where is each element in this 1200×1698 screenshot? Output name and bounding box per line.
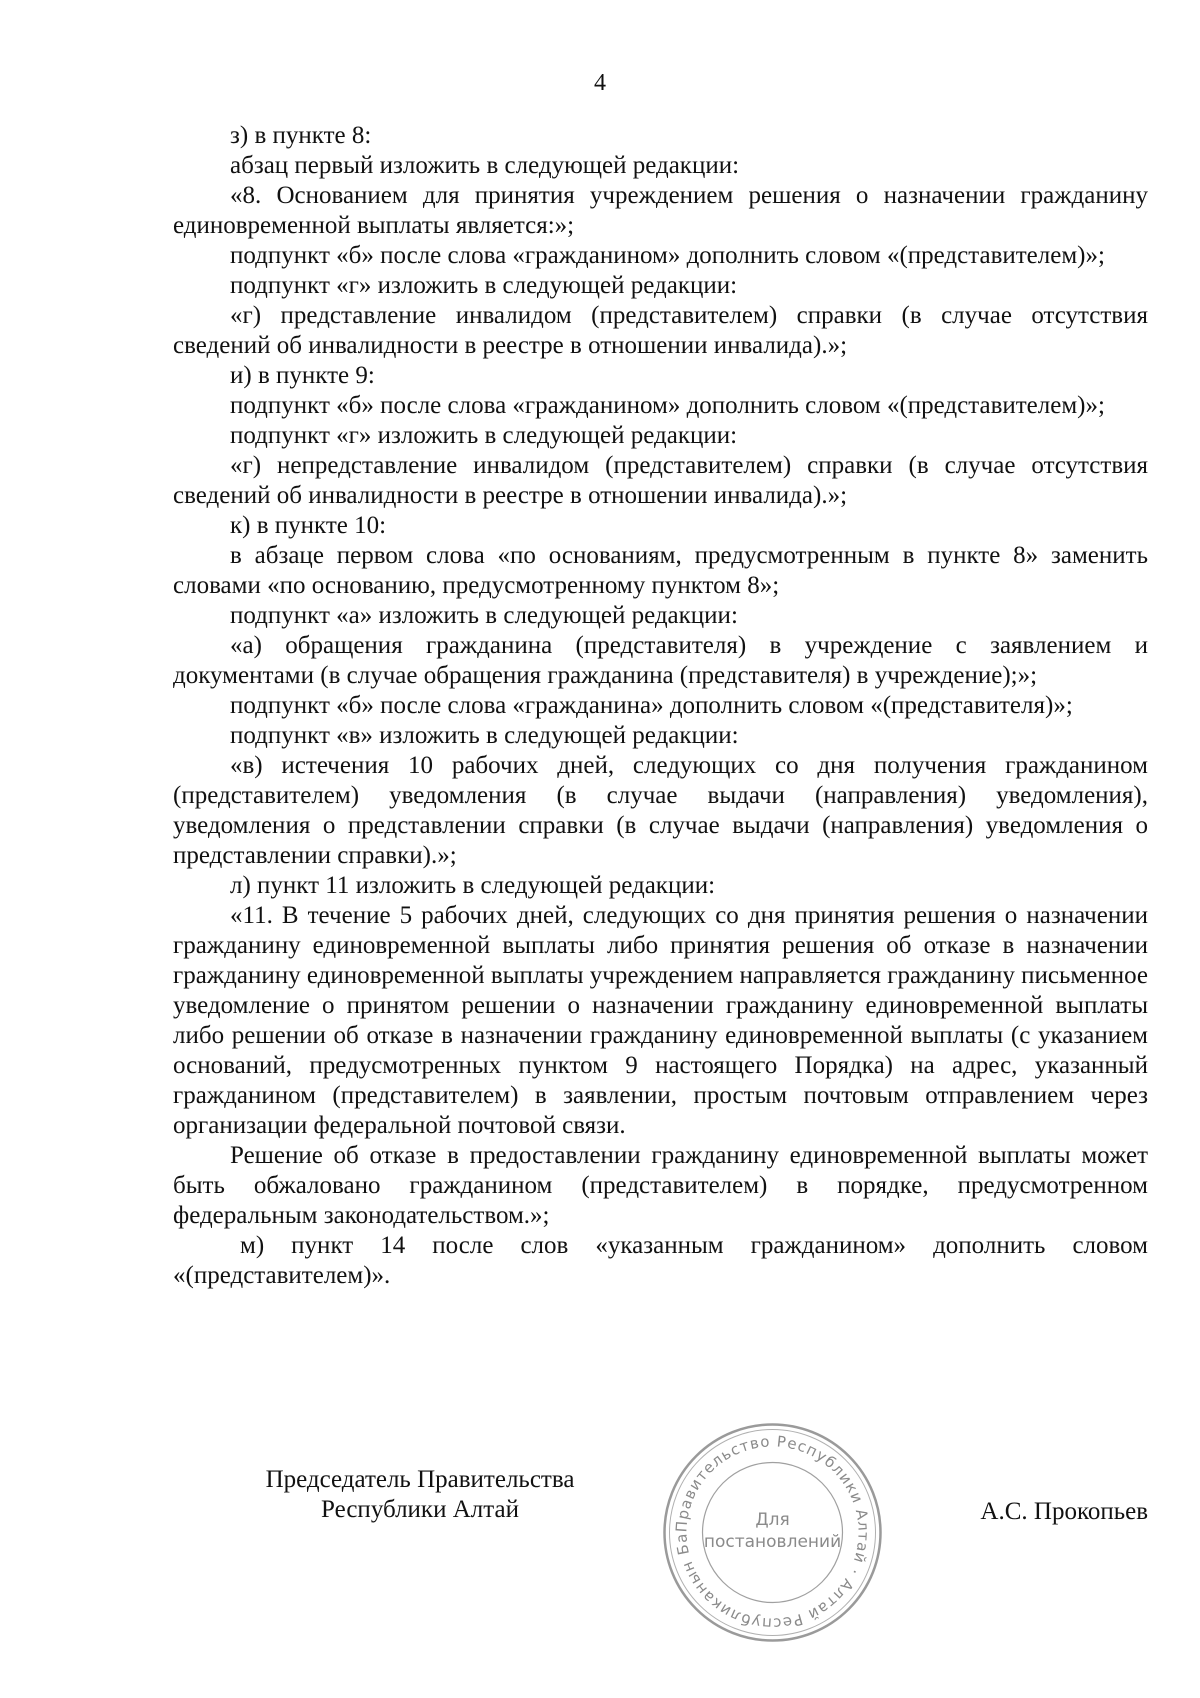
paragraph: «а) обращения гражданина (представителя) в учреждение с заявлением и документами (в случае обращения гражданина (представителя) в учреждение);»;	[173, 632, 1148, 689]
paragraph-k: к) в пункте 10:	[230, 512, 387, 539]
paragraph-l: л) пункт 11 изложить в следующей редакции:	[230, 872, 716, 899]
signatory-title-line: Республики Алтай	[321, 1496, 519, 1523]
signatory-title	[250, 1465, 590, 1525]
signatory-name: А.С. Прокопьев	[980, 1498, 1148, 1525]
paragraph: «11. В течение 5 рабочих дней, следующих со дня принятия решения о назначении гражданину единовременной выплаты либо принятия решения об отказе в назначении гражданину единовременной выплаты учреждением направляется гражданину письменное уведомление о принятом решении о назначении гражданину единовременной выплаты либо решении об отказе в назначении гражданину единовременной выплаты (с указанием оснований, предусмотренных пунктом 9 настоящего Порядка) на адрес, указанный гражданином (представителем) в заявлении, простым почтовым отправлением через организации федеральной почтовой связи.	[173, 902, 1148, 1139]
paragraph: абзац первый изложить в следующей редакции:	[230, 152, 740, 179]
paragraph: подпункт «г» изложить в следующей редакции:	[230, 422, 738, 449]
seal-center-text: постановлений	[703, 1532, 842, 1552]
paragraph: «в) истечения 10 рабочих дней, следующих со дня получения гражданином (представителем) уведомления (в случае выдачи (направления) уведомления), уведомления о представлении справки (в случае выдачи (направления) уведомления о представлении справки).»;	[173, 752, 1148, 869]
official-seal	[660, 1420, 885, 1645]
paragraph: подпункт «б» после слова «гражданином» дополнить словом «(представителем)»;	[230, 242, 1105, 269]
seal-ring-text: Правительство Республики Алтай · Алтай Республиканын Ба	[672, 1432, 873, 1633]
paragraph: в абзаце первом слова «по основаниям, предусмотренным в пункте 8» заменить словами «по основанию, предусмотренному пунктом 8»;	[173, 542, 1148, 599]
paragraph-z: з) в пункте 8:	[230, 122, 372, 149]
paragraph: подпункт «в» изложить в следующей редакции:	[230, 722, 739, 749]
paragraph: подпункт «а» изложить в следующей редакции:	[230, 602, 738, 629]
paragraph: подпункт «б» после слова «гражданином» дополнить словом «(представителем)»;	[230, 392, 1105, 419]
document-body	[173, 121, 1148, 1291]
paragraph: «г) представление инвалидом (представителем) справки (в случае отсутствия сведений об инвалидности в реестре в отношении инвалида).»;	[173, 302, 1148, 359]
seal-center-text: Для	[755, 1510, 790, 1530]
page-number: 4	[594, 70, 606, 96]
paragraph: подпункт «г» изложить в следующей редакции:	[230, 272, 738, 299]
paragraph: «8. Основанием для принятия учреждением решения о назначении гражданину единовременной выплаты является:»;	[173, 182, 1148, 239]
paragraph: Решение об отказе в предоставлении гражданину единовременной выплаты может быть обжаловано гражданином (представителем) в порядке, предусмотренном федеральным законодательством.»;	[173, 1142, 1148, 1229]
paragraph-i: и) в пункте 9:	[230, 362, 375, 389]
signatory-title-line: Председатель Правительства	[265, 1466, 575, 1493]
paragraph-m: м) пункт 14 после слов «указанным гражданином» дополнить словом «(представителем)».	[173, 1232, 1148, 1289]
paragraph: «г) непредставление инвалидом (представителем) справки (в случае отсутствия сведений об инвалидности в реестре в отношении инвалида).»;	[173, 452, 1148, 509]
paragraph: подпункт «б» после слова «гражданина» дополнить словом «(представителя)»;	[230, 692, 1073, 719]
